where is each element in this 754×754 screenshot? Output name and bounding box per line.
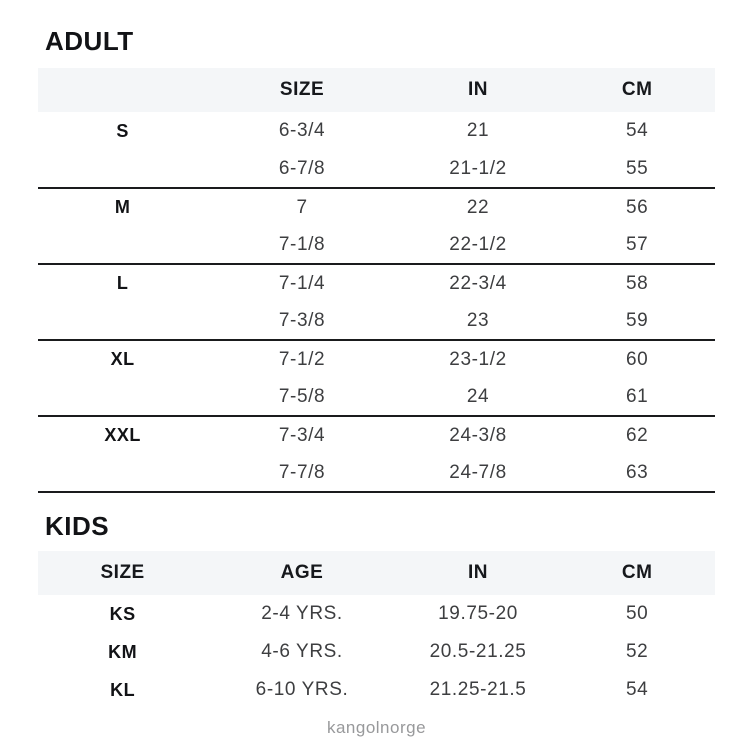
table-row [38,454,715,492]
cell-in: 21 [466,120,490,141]
cell-cm: 57 [625,233,649,255]
cell-age: 6-10 YRS. [255,679,349,700]
cell-in: 22 [466,196,490,218]
kids-section-title: KIDS [45,511,110,541]
header-row [38,551,715,595]
cell-size: 7-1/8 [278,233,326,255]
cell-cm: 50 [625,603,649,624]
size-label-empty [38,150,207,188]
table-row [38,378,715,416]
cell-cm: 60 [625,348,649,370]
cell-in: 24 [466,385,490,407]
size-label: L [116,273,129,293]
cell-in: 24-7/8 [449,461,507,483]
cell-cm: 55 [625,157,649,179]
adult-size-group-l [38,264,715,340]
table-row [38,112,715,150]
cell-cm: 61 [625,385,649,407]
adult-size-group-s [38,112,715,188]
cell-age: 2-4 YRS. [261,603,343,624]
size-label-empty [38,378,207,416]
header-row [38,68,715,112]
table-row [38,595,715,633]
cell-in: 20.5-21.25 [429,641,527,662]
size-label: S [116,120,129,141]
adult-size-group-xxl [38,416,715,492]
cell-in: 21-1/2 [449,157,507,179]
cell-cm: 52 [625,641,649,662]
table-row [38,340,715,378]
size-label-empty [38,226,207,264]
size-label: XL [110,349,135,369]
cell-cm: 62 [625,424,649,446]
cell-cm: 54 [625,679,649,700]
cell-in: 23 [466,309,490,331]
header-cell-in: IN [397,551,559,595]
header-cell-cm: CM [559,68,715,112]
table-row [38,633,715,671]
size-label: KM [108,641,138,662]
header-cell-size: SIZE [38,551,207,595]
cell-cm: 58 [625,272,649,294]
table-row [38,150,715,188]
size-label-empty [38,302,207,340]
adult-section-title: ADULT [45,26,134,56]
size-label: M [114,197,131,217]
cell-in: 23-1/2 [449,348,507,370]
cell-in: 22-3/4 [449,272,507,294]
cell-size: 7-5/8 [278,385,326,407]
adult-size-table [38,68,715,493]
header-cell-in: IN [397,68,559,112]
size-label: KS [109,603,136,624]
header-cell-cm: CM [559,551,715,595]
cell-cm: 56 [625,196,649,218]
table-row [38,264,715,302]
cell-size: 7-7/8 [278,461,326,483]
table-row [38,226,715,264]
header-cell-age: AGE [207,551,397,595]
cell-size: 7-3/8 [278,309,326,331]
kids-table-body [38,595,715,709]
size-label-empty [38,454,207,492]
cell-size: 7-1/2 [278,348,326,370]
kids-size-table [38,551,715,709]
cell-cm: 63 [625,461,649,483]
cell-in: 24-3/8 [449,424,507,446]
kids-table-header [38,551,715,595]
table-row [38,302,715,340]
table-row [38,416,715,454]
adult-size-group-xl [38,340,715,416]
size-label: KL [110,679,136,700]
header-cell-size: SIZE [207,68,397,112]
cell-in: 21.25-21.5 [429,679,527,700]
cell-size: 7 [296,196,308,218]
size-label: XXL [104,425,141,445]
adult-table-header [38,68,715,112]
header-cell-empty [38,68,207,112]
cell-size: 7-1/4 [278,272,326,294]
cell-size: 6-3/4 [278,120,326,141]
cell-in: 22-1/2 [449,233,507,255]
cell-size: 7-3/4 [278,424,326,446]
brand-watermark: kangolnorge [326,718,427,737]
cell-age: 4-6 YRS. [261,641,343,662]
table-row [38,671,715,709]
cell-cm: 59 [625,309,649,331]
cell-in: 19.75-20 [438,603,518,624]
cell-size: 6-7/8 [278,157,326,179]
table-row [38,188,715,226]
cell-cm: 54 [625,120,649,141]
adult-size-group-m [38,188,715,264]
